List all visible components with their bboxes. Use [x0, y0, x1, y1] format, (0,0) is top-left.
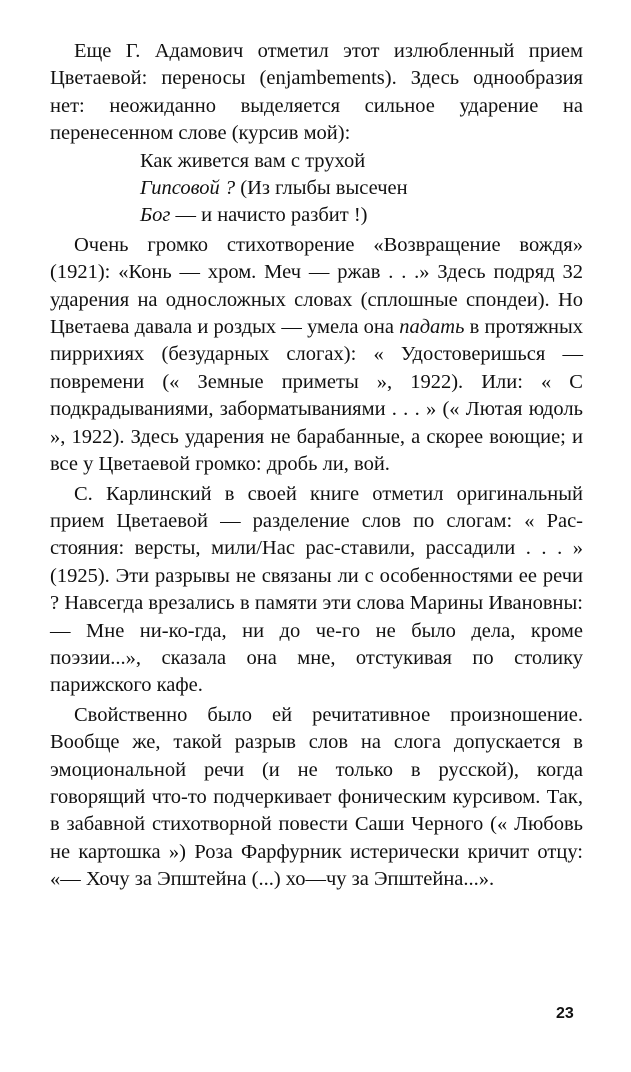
paragraph-1: Еще Г. Адамович отметил этот излюбленный прием Цветаевой: переносы (enjambements). Здесь однообразия нет: неожиданно выделяется сильное ударение на перенесенном слове (курсив мой):	[50, 40, 583, 145]
paragraph-2	[50, 232, 583, 479]
poem-line-1: Как живется вам с трухой	[140, 149, 366, 172]
poem-quote	[50, 148, 583, 230]
poem-line-3	[140, 202, 583, 229]
paragraph-4: Свойственно было ей речитативное произношение. Вообще же, такой разрыв слов на слога допускается в эмоциональной речи (и не только в русской), когда говорящий что-то подчеркивает фоническим курсивом. Так, в забавной стихотворной повести Саши Черного (« Любовь не картошка ») Роза Фарфурник истерически кричит отцу: «— Хочу за Эпштейна (...) хо—чу за Эпштейна...».	[50, 703, 583, 891]
page-number: 23	[556, 1005, 574, 1022]
paragraph-2-part-a: Очень громко стихотворение «Возвращение вождя» (1921): «Конь — хром. Меч — ржав . . .» Здесь подряд 32 ударения на односложных словах (сплошные спондеи). Но Цветаева давала и роздых — умела она	[50, 233, 583, 339]
page-text	[50, 38, 583, 894]
paragraph-2-part-b: в протяжных пиррихиях (безударных слогах): « Удостоверишься — повремени (« Земные приметы », 1922). Или: « С подкрадываниями, заборматываниями . . . » (« Лютая юдоль », 1922). Здесь ударения не барабанные, а скорее воющие; и все у Цветаевой громко: дробь ли, вой.	[50, 316, 584, 476]
poem-line-2	[140, 175, 583, 202]
paragraph-3: С. Карлинский в своей книге отметил оригинальный прием Цветаевой — разделение слов по слогам: « Рас-стояния: версты, мили/Нас рас-ставили, рассадили . . . » (1925). Эти разрывы не связаны ли с особенностями ее речи ? Навсегда врезались в памяти эти слова Марины Ивановны: — Мне ни-ко-гда, ни до че-го не было дела, кроме поэзии...», сказала она мне, отстукивая по столику парижского кафе.	[50, 482, 583, 697]
poem-line-2-italic: Гипсовой ?	[140, 177, 236, 200]
poem-line-3-italic: Бог	[140, 204, 171, 227]
paragraph-2-italic-word: падать	[399, 316, 465, 339]
poem-line-2-rest: (Из глыбы высечен	[235, 177, 408, 200]
poem-line-3-rest: — и начисто разбит !)	[170, 204, 368, 227]
